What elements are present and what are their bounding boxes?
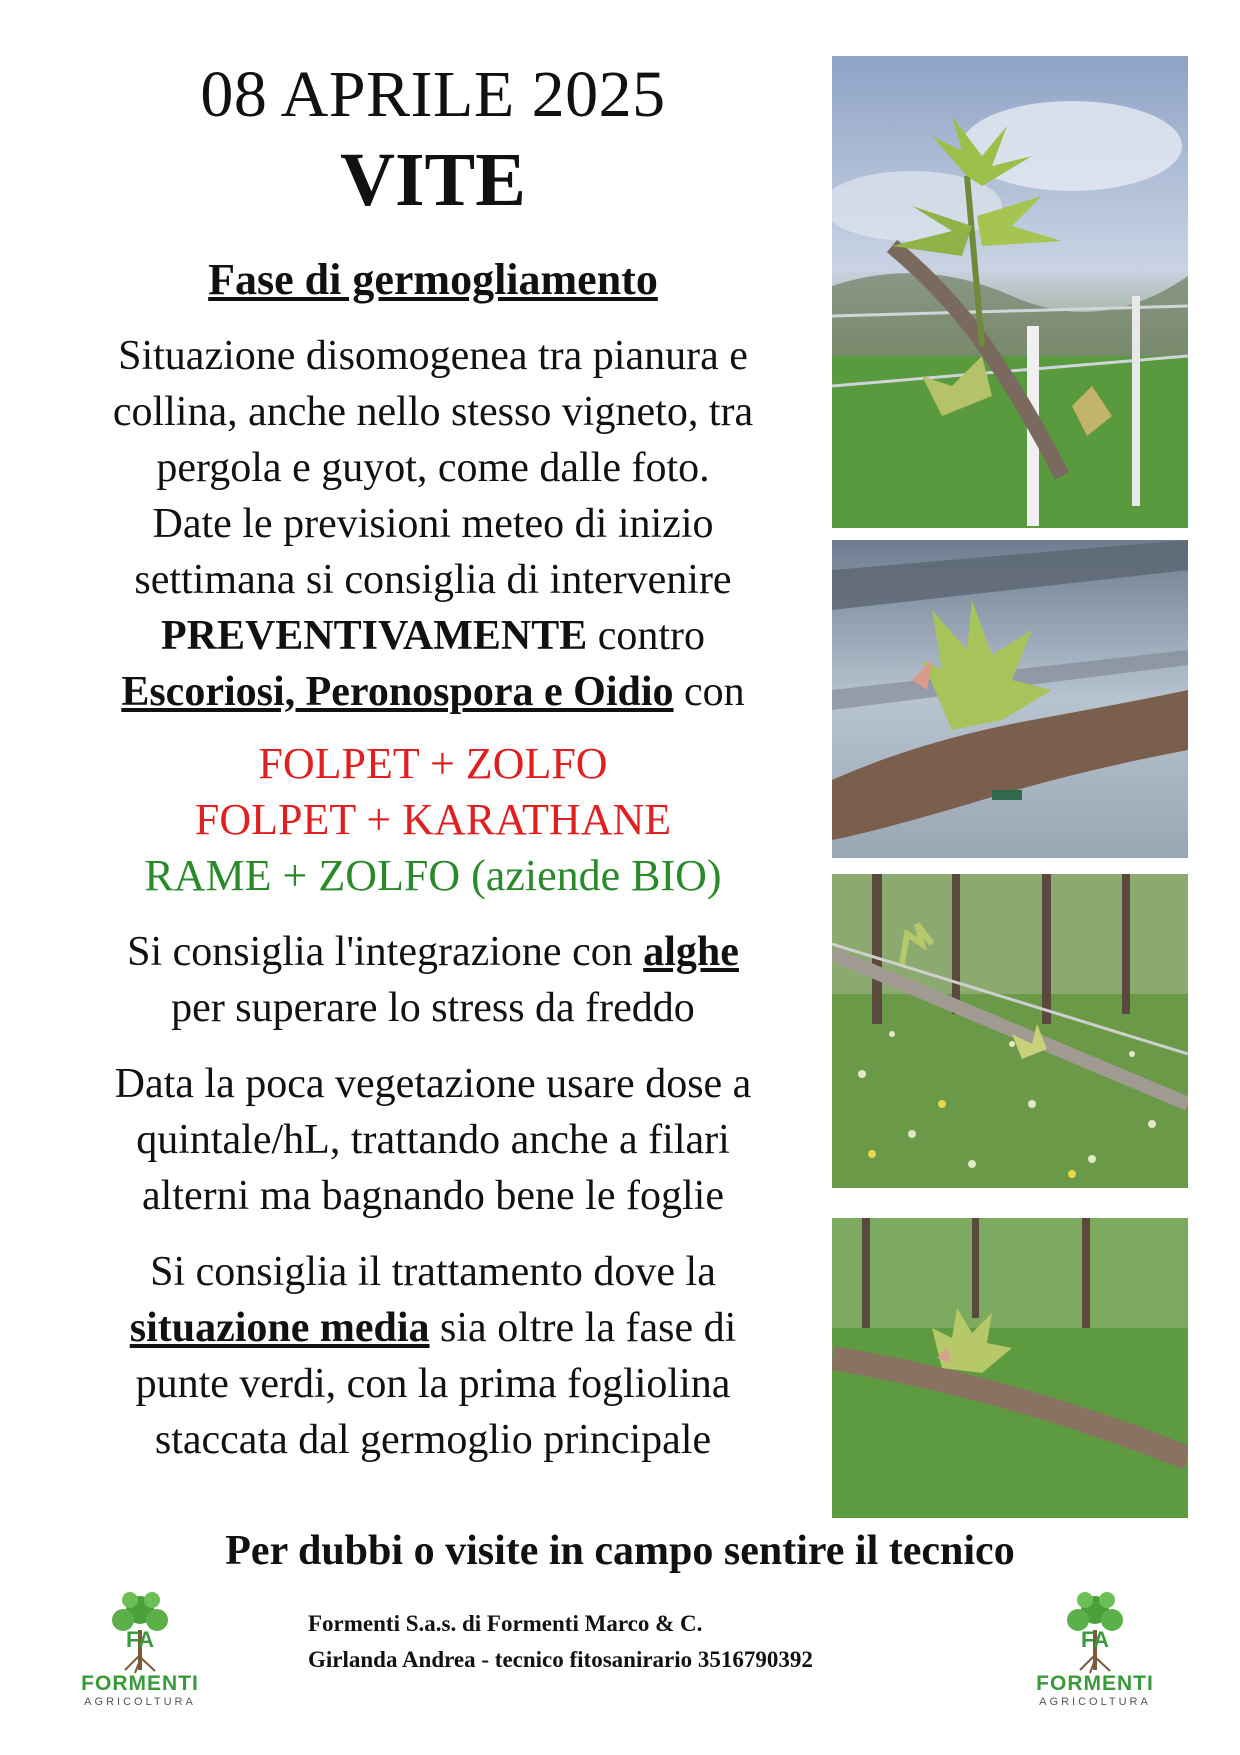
algae-line: [38, 924, 828, 980]
intro-line: [38, 608, 828, 664]
dose-paragraph: [38, 1056, 828, 1224]
intro-connector: contro: [587, 613, 706, 659]
intro-line: [38, 664, 828, 720]
formenti-logo: [1015, 1585, 1175, 1725]
crop-title: VITE: [340, 138, 526, 222]
treatment-paragraph: [38, 1244, 828, 1468]
treatment-line: punte verdi, con la prima fogliolina: [135, 1361, 731, 1407]
algae-keyword: alghe: [643, 929, 739, 975]
contact-technician-line: Per dubbi o visite in campo sentire il tecnico: [225, 1528, 1015, 1574]
treatment-line: Si consiglia il trattamento dove la: [150, 1249, 716, 1295]
company-info: [308, 1606, 1008, 1678]
vine-cordon-photo: [832, 874, 1188, 1188]
tree-logo-icon: [95, 1585, 185, 1675]
product-rame-zolfo-bio: RAME + ZOLFO (aziende BIO): [144, 851, 722, 900]
diseases-list: Escoriosi, Peronospora e Oidio: [121, 669, 674, 715]
dose-line: Data la poca vegetazione usare dose a: [114, 1061, 752, 1107]
intro-line: Date le previsioni meteo di inizio: [152, 501, 714, 547]
intro-line: Situazione disomogenea tra pianura e: [118, 333, 748, 379]
intro-paragraph: [38, 328, 828, 720]
vine-sprout-photo: [832, 1218, 1188, 1518]
logo-name: FORMENTI: [81, 1672, 199, 1695]
intro-line: pergola e guyot, come dalle foto.: [156, 445, 710, 491]
algae-line: per superare lo stress da freddo: [171, 985, 695, 1031]
treatment-text: sia oltre la fase di: [429, 1305, 737, 1351]
main-text-column: [38, 58, 828, 1468]
phase-heading: Fase di germogliamento: [208, 255, 658, 304]
vine-bud-photo: [832, 540, 1188, 858]
treatment-line: [38, 1300, 828, 1356]
logo-name: FORMENTI: [1036, 1672, 1154, 1695]
formenti-logo: [60, 1585, 220, 1725]
logo-initials: FA: [1080, 1627, 1110, 1652]
algae-paragraph: [38, 924, 828, 1036]
logo-subtitle: AGRICOLTURA: [1039, 1696, 1151, 1708]
dose-line: alterni ma bagnando bene le foglie: [142, 1173, 724, 1219]
dose-line: quintale/hL, trattando anche a filari: [136, 1117, 730, 1163]
algae-text: Si consiglia l'integrazione con: [127, 929, 644, 975]
logo-subtitle: AGRICOLTURA: [84, 1696, 196, 1708]
preventive-emphasis: PREVENTIVAMENTE: [160, 613, 588, 659]
logo-initials: FA: [125, 1627, 155, 1652]
technician-contact: Girlanda Andrea - tecnico fitosanirario 3516790392: [308, 1647, 813, 1672]
product-folpet-karathane: FOLPET + KARATHANE: [194, 795, 672, 844]
treatment-line: staccata dal germoglio principale: [154, 1417, 712, 1463]
intro-line: settimana si consiglia di intervenire: [134, 557, 732, 603]
tree-logo-icon: [1050, 1585, 1140, 1675]
bulletin-date: 08 APRILE 2025: [200, 58, 666, 131]
vine-shoot-photo: [832, 56, 1188, 528]
situation-keyword: situazione media: [129, 1305, 430, 1351]
products-list: [38, 736, 828, 904]
company-name: Formenti S.a.s. di Formenti Marco & C.: [308, 1611, 703, 1636]
intro-connector: con: [673, 669, 745, 715]
intro-line: collina, anche nello stesso vigneto, tra: [112, 389, 754, 435]
product-folpet-zolfo: FOLPET + ZOLFO: [258, 739, 608, 788]
